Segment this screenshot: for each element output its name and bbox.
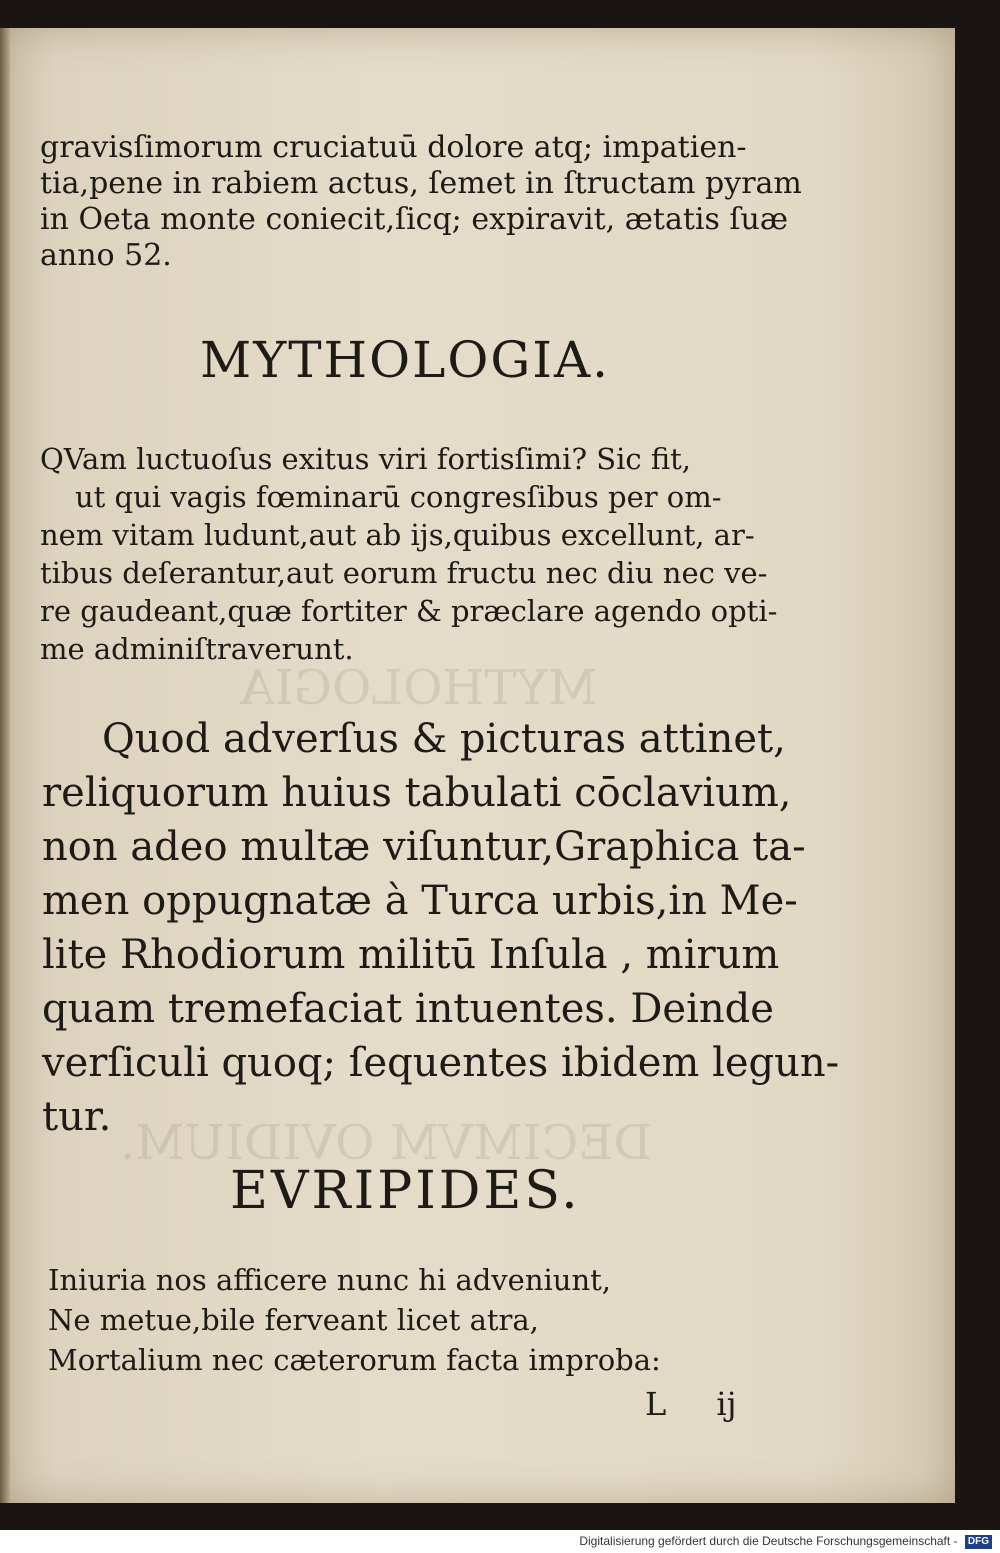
text-line: men oppugnatæ à Turca urbis,in Me- xyxy=(42,878,798,924)
text-line: tur. xyxy=(42,1094,112,1140)
text-line: verſiculi quoq; ſequentes ibidem legun- xyxy=(42,1040,840,1086)
text-line: ut qui vagis fœminarū congresſibus per om- xyxy=(75,480,722,514)
text-line: reliquorum huius tabulati cōclavium, xyxy=(42,770,792,816)
bleed-through-text: MYTHOLOGIA xyxy=(240,660,598,716)
text-line: nem vitam ludunt,aut ab ijs,quibus excellunt, ar- xyxy=(40,518,755,552)
text-line: non adeo multæ viſuntur,Graphica ta- xyxy=(42,824,806,870)
footer-credit: Digitalisierung gefördert durch die Deutsche Forschungsgemeinschaft - xyxy=(579,1534,958,1548)
text-line: QVam luctuoſus exitus viri fortisſimi? Sic fit, xyxy=(40,442,692,476)
verse-block xyxy=(48,1260,808,1380)
text-line: re gaudeant,quæ fortiter & præclare agendo opti- xyxy=(40,594,778,628)
text-line: anno 52. xyxy=(40,238,172,273)
page-spine-edge xyxy=(0,28,10,1503)
text-line: me adminiſtraverunt. xyxy=(40,632,354,666)
text-line: lite Rhodiorum militū Inſula , mirum xyxy=(42,932,780,978)
signature-letter: L xyxy=(645,1385,667,1423)
footer-bar xyxy=(0,1530,1000,1553)
verse-line: Iniuria nos afficere nunc hi adveniunt, xyxy=(48,1263,612,1297)
mythologia-paragraph xyxy=(40,440,810,668)
text-line: Quod adverſus & picturas attinet, xyxy=(102,716,786,762)
signature-marks xyxy=(645,1385,777,1423)
text-line: in Oeta monte coniecit,ſicq; expiravit, ætatis ſuæ xyxy=(40,202,789,237)
top-paragraph xyxy=(40,130,810,274)
text-line: tia,pene in rabiem actus, ſemet in ſtructam pyram xyxy=(40,166,802,201)
heading-mythologia: MYTHOLOGIA. xyxy=(200,331,611,389)
text-line: quam tremefaciat intuentes. Deinde xyxy=(42,986,774,1032)
bleed-through-text: DECIMVM OVIDIUM. xyxy=(120,1115,652,1171)
verse-line: Ne metue,bile ferveant licet atra, xyxy=(48,1303,539,1337)
text-line: gravisſimorum cruciatuū dolore atq; impatien- xyxy=(40,130,747,165)
text-line: tibus deſerantur,aut eorum fructu nec diu nec ve- xyxy=(40,556,768,590)
verse-line: Mortalium nec cæterorum facta improba: xyxy=(48,1343,661,1377)
signature-number: ij xyxy=(716,1385,737,1423)
heading-euripides: EVRIPIDES. xyxy=(230,1161,581,1221)
quod-paragraph xyxy=(42,712,840,1144)
dfg-logo: DFG xyxy=(965,1535,992,1549)
